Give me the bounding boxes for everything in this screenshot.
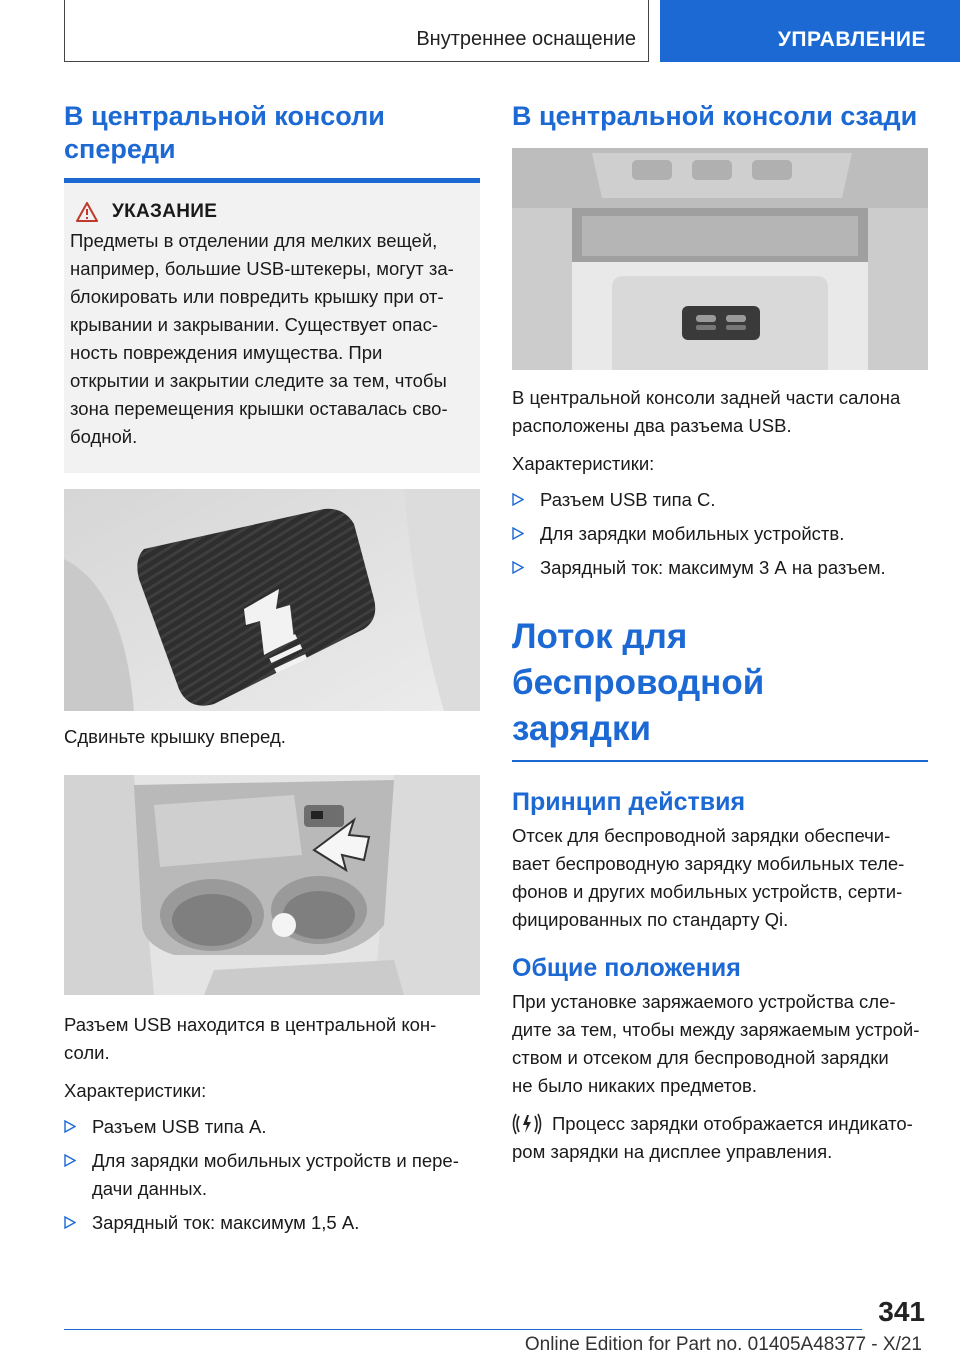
wireless-charging-icon bbox=[512, 1112, 542, 1136]
warning-note bbox=[64, 183, 480, 473]
right-column bbox=[512, 100, 928, 1166]
general-title: Общие положения bbox=[512, 954, 741, 982]
list-item: Зарядный ток: максимум 3 А на разъем. bbox=[512, 554, 928, 582]
triangle-right-icon bbox=[64, 1120, 76, 1133]
header-chapter-box bbox=[660, 0, 960, 62]
rear-features-label: Характеристики: bbox=[512, 453, 655, 474]
photo1-caption: Сдвиньте крышку вперед. bbox=[64, 726, 286, 747]
page-number: 341 bbox=[878, 1296, 925, 1327]
warning-label: УКАЗАНИЕ bbox=[112, 201, 218, 222]
rear-console-desc: В центральной консоли задней части салона расположены два разъема USB. bbox=[512, 387, 901, 436]
indicator-text: Процесс зарядки отображается индикато- ром зарядки на дисплее управления. bbox=[512, 1113, 913, 1162]
front-console-title: В центральной консоли спереди bbox=[64, 101, 385, 164]
general-text: При установке заряжаемого устройства сле- дите за тем, чтобы между заряжаемым устрой- ством и отсеком для беспроводной зарядки не было никаких предметов. bbox=[512, 991, 920, 1096]
rear-features-list bbox=[512, 486, 928, 582]
rear-console-title: В центральной консоли сзади bbox=[512, 101, 918, 131]
principle-text: Отсек для беспроводной зарядки обеспечи- вает беспроводную зарядку мобильных теле- фонов и других мобильных устройств, серти- фицированных по стандарту Qi. bbox=[512, 825, 905, 930]
triangle-right-icon bbox=[512, 493, 524, 506]
warning-header bbox=[76, 201, 470, 223]
list-item: Разъем USB типа А. bbox=[64, 1113, 480, 1141]
footer-edition: Online Edition for Part no. 01405A48377 - X/21 bbox=[524, 1334, 922, 1355]
front-features-label: Характеристики: bbox=[64, 1080, 207, 1101]
principle-title: Принцип действия bbox=[512, 788, 746, 816]
header-chapter-title: УПРАВЛЕНИЕ bbox=[777, 28, 926, 51]
list-item: Разъем USB типа C. bbox=[512, 486, 928, 514]
triangle-right-icon bbox=[64, 1154, 76, 1167]
list-item: Для зарядки мобильных устройств. bbox=[512, 520, 928, 548]
photo-front-console-cover bbox=[64, 489, 480, 711]
triangle-right-icon bbox=[64, 1216, 76, 1229]
photo-front-console-usb bbox=[64, 775, 480, 995]
warning-text: Предметы в отделении для мелких вещей, например, большие USB-штекеры, могут за- блокировать или повредить крышку при от- крывании и закрывании. Существует опас- ность повреждения имущества. При открытии и закрытии следите за тем, чтобы зона перемещения крышки оставалась сво- бодной. bbox=[70, 230, 454, 447]
warning-triangle-icon bbox=[76, 202, 98, 222]
photo-rear-console-usb bbox=[512, 148, 928, 370]
header-section-box bbox=[64, 0, 649, 62]
list-item: Зарядный ток: максимум 1,5 А. bbox=[64, 1209, 480, 1237]
left-column bbox=[64, 100, 480, 1243]
triangle-right-icon bbox=[512, 527, 524, 540]
header-section-title: Внутреннее оснащение bbox=[416, 28, 636, 50]
triangle-right-icon bbox=[512, 561, 524, 574]
photo2-caption: Разъем USB находится в центральной кон- соли. bbox=[64, 1014, 437, 1063]
list-item: Для зарядки мобильных устройств и пере- дачи данных. bbox=[64, 1147, 480, 1203]
wireless-charging-title: Лоток для беспроводной зарядки bbox=[512, 617, 765, 748]
front-features-list bbox=[64, 1113, 480, 1237]
footer-rule bbox=[64, 1329, 862, 1330]
